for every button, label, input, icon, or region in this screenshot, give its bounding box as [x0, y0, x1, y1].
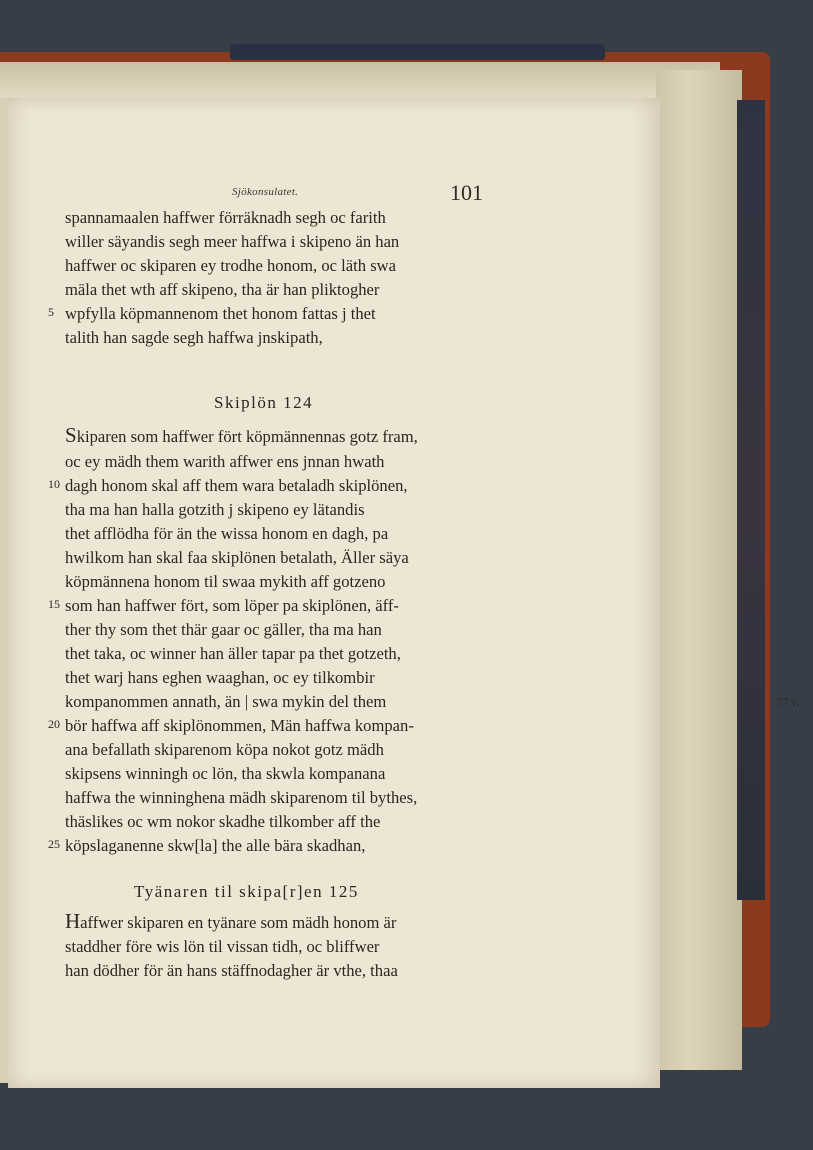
text-line: bör haffwa aff skiplönommen, Män haffwa kompan-	[65, 716, 414, 735]
line-number: 20	[48, 717, 60, 731]
text-line: han dödher för än hans stäffnodagher är vthe, thaa	[65, 961, 398, 980]
text-line: thet afflödha för än the wissa honom en dagh, pa	[65, 524, 389, 543]
text-line: tha ma han halla gotzith j skipeno ey lätandis	[65, 500, 365, 519]
line-number: 15	[48, 597, 60, 611]
text-line: skipsens winningh oc lön, tha skwla kompanana	[65, 764, 386, 783]
section-heading: Tyänaren til skipa[r]en 125	[134, 882, 359, 901]
text-line: oc ey mädh them warith affwer ens jnnan hwath	[65, 452, 385, 471]
text-line: dagh honom skal aff them wara betaladh skiplönen,	[65, 476, 408, 495]
running-head: Sjökonsulatet.	[232, 186, 299, 198]
text-line: som han haffwer fört, som löper pa skiplönen, äff-	[65, 596, 399, 615]
line-number: 10	[48, 477, 60, 491]
text-line: haffwer oc skiparen ey trodhe honom, oc läth swa	[65, 256, 396, 275]
text-line: Haffwer skiparen en tyänare som mädh honom är	[65, 909, 397, 933]
text-line: hwilkom han skal faa skiplönen betalath, Äller säya	[65, 548, 409, 567]
text-line: Skiparen som haffwer fört köpmännennas gotz fram,	[65, 423, 418, 447]
margin-folio-note: 77 v.	[776, 695, 800, 709]
text-line: talith han sagde segh haffwa jnskipath,	[65, 328, 323, 347]
text-line: spannamaalen haffwer förräknadh segh oc farith	[65, 208, 386, 227]
text-line: staddher före wis lön til vissan tidh, oc bliffwer	[65, 937, 380, 956]
page-number: 101	[450, 180, 483, 205]
text-line: ana befallath skiparenom köpa nokot gotz mädh	[65, 740, 384, 759]
text-line: haffwa the winninghena mädh skiparenom til bythes,	[65, 788, 418, 807]
text-line: thäslikes oc wm nokor skadhe tilkomber aff the	[65, 812, 381, 831]
section-heading: Skiplön 124	[214, 393, 314, 412]
text-line: ther thy som thet thär gaar oc gäller, tha ma han	[65, 620, 382, 639]
text-line: köpslaganenne skw[la] the alle bära skadhan,	[65, 836, 366, 855]
page-fore-edge	[656, 70, 742, 1070]
text-line: kompanommen annath, än | swa mykin del them	[65, 692, 387, 711]
text-line: köpmännena honom til swaa mykith aff gotzeno	[65, 572, 386, 591]
text-line: willer säyandis segh meer haffwa i skipeno än han	[65, 232, 400, 251]
text-line: wpfylla köpmannenom thet honom fattas j thet	[65, 304, 376, 323]
text-line: thet warj hans eghen waaghan, oc ey tilkombir	[65, 668, 375, 687]
text-line: mäla thet wth aff skipeno, tha är han pliktogher	[65, 280, 380, 299]
text-line: thet taka, oc winner han äller tapar pa thet gotzeth,	[65, 644, 401, 663]
line-number: 5	[48, 305, 54, 319]
cover-spine-strip	[737, 100, 765, 900]
line-number: 25	[48, 837, 60, 851]
cover-band	[230, 44, 605, 60]
